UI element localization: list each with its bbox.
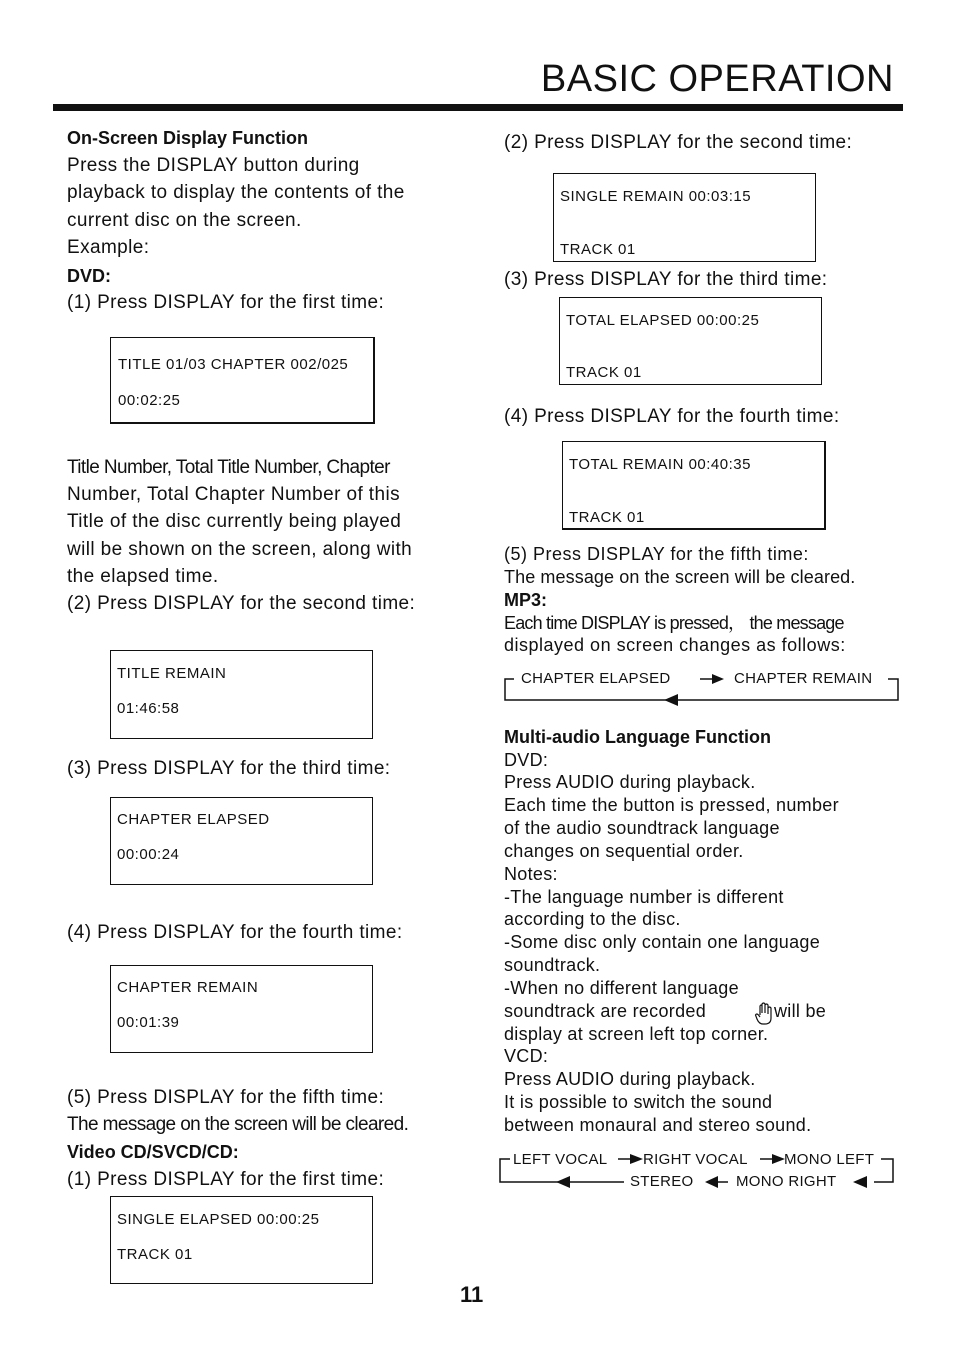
audio-line: display at screen left top corner. [504,1024,769,1044]
step-text: (2) Press DISPLAY for the second time: [67,593,416,614]
audio-line: of the audio soundtrack language [504,818,780,838]
intro-line: Example: [67,237,150,258]
audio-line: It is possible to switch the sound [504,1092,773,1112]
arrow-left-icon [664,694,678,706]
arrow-right-icon [630,1154,643,1164]
arrow-left-icon [556,1176,570,1188]
audio-line: soundtrack. [504,955,601,975]
mp3-label: MP3: [504,590,548,610]
step-text: (4) Press DISPLAY for the fourth time: [67,922,403,943]
flow-right-vocal: RIGHT VOCAL [643,1151,748,1168]
arrow-left-icon [705,1176,718,1188]
audio-line: according to the disc. [504,909,681,929]
osd-box-single-remain [553,173,816,262]
osd-box-total-remain [562,441,826,530]
box-line: TRACK 01 [560,241,636,258]
audio-line: will be [774,1001,827,1021]
flow-chapter-remain: CHAPTER REMAIN [734,670,873,687]
intro-line: playback to display the contents of the [67,182,405,203]
step-text: (3) Press DISPLAY for the third time: [67,758,391,779]
step-text: (4) Press DISPLAY for the fourth time: [504,406,840,427]
audio-line: Press AUDIO during playback. [504,772,756,792]
desc-line: Number, Total Chapter Number of this [67,484,400,505]
box-line: TOTAL REMAIN 00:40:35 [569,456,751,473]
osd-box-chapter-elapsed [110,797,373,885]
dvd-label: DVD: [67,266,111,286]
step-text: (5) Press DISPLAY for the fifth time: [504,544,809,564]
audio-line: changes on sequential order. [504,841,744,861]
step-text: (1) Press DISPLAY for the first time: [67,292,385,313]
audio-line: Each time the button is pressed, number [504,795,839,815]
desc-line: Title of the disc currently being played [67,511,402,532]
box-line: SINGLE REMAIN 00:03:15 [560,188,752,205]
intro-line: current disc on the screen. [67,210,302,231]
osd-box-single-elapsed [110,1196,373,1284]
header-rule [53,104,903,111]
audio-heading: Multi-audio Language Function [504,727,771,747]
box-line: 01:46:58 [117,700,180,717]
box-line: TITLE REMAIN [117,665,227,682]
cleared-text: The message on the screen will be cleared. [67,1114,409,1135]
audio-line: between monaural and stereo sound. [504,1115,812,1135]
box-line: 00:02:25 [118,392,181,409]
audio-line: DVD: [504,750,549,770]
osd-box-title [110,337,375,424]
box-line: TRACK 01 [117,1246,193,1263]
audio-line: soundtrack are recorded [504,1001,707,1021]
box-line: 00:00:24 [117,846,180,863]
box-line: SINGLE ELAPSED 00:00:25 [117,1211,320,1228]
mp3-text: Each time DISPLAY is pressed， the message [504,613,844,633]
osd-heading: On-Screen Display Function [67,128,309,148]
box-line: TOTAL ELAPSED 00:00:25 [566,312,760,329]
box-line: 00:01:39 [117,1014,180,1031]
osd-box-total-elapsed [559,297,822,385]
audio-line: Press AUDIO during playback. [504,1069,756,1089]
flow-stereo: STEREO [630,1173,694,1190]
desc-line: the elapsed time. [67,566,219,587]
arrow-left-icon [853,1176,867,1188]
audio-line: Notes: [504,864,558,884]
desc-line: Title Number, Total Title Number, Chapter [67,457,390,478]
box-line: CHAPTER ELAPSED [117,811,270,828]
cleared-text: The message on the screen will be cleared. [504,567,856,587]
audio-line: VCD: [504,1046,549,1066]
box-line: TITLE 01/03 CHAPTER 002/025 [118,356,349,373]
flow-chapter-elapsed: CHAPTER ELAPSED [521,670,671,687]
page-title: BASIC OPERATION [540,58,894,100]
audio-line: -When no different language [504,978,739,998]
intro-line: Press the DISPLAY button during [67,155,360,176]
flow-left-vocal: LEFT VOCAL [513,1151,608,1168]
desc-line: will be shown on the screen, along with [67,539,413,560]
vcd-label: Video CD/SVCD/CD: [67,1142,239,1162]
box-line: TRACK 01 [569,509,645,526]
mp3-text: displayed on screen changes as follows: [504,635,846,655]
audio-line: -Some disc only contain one language [504,932,820,952]
audio-line: -The language number is different [504,887,784,907]
osd-box-title-remain [110,650,373,739]
box-line: TRACK 01 [566,364,642,381]
flow-mono-right: MONO RIGHT [736,1173,837,1190]
step-text: (5) Press DISPLAY for the fifth time: [67,1087,385,1108]
osd-box-chapter-remain [110,965,373,1053]
box-line: CHAPTER REMAIN [117,979,259,996]
step-text: (1) Press DISPLAY for the first time: [67,1169,385,1190]
step-text: (3) Press DISPLAY for the third time: [504,269,828,290]
page-number: 11 [460,1282,484,1307]
step-text: (2) Press DISPLAY for the second time: [504,132,853,153]
flow-mono-left: MONO LEFT [784,1151,875,1168]
arrow-right-icon [712,674,724,684]
